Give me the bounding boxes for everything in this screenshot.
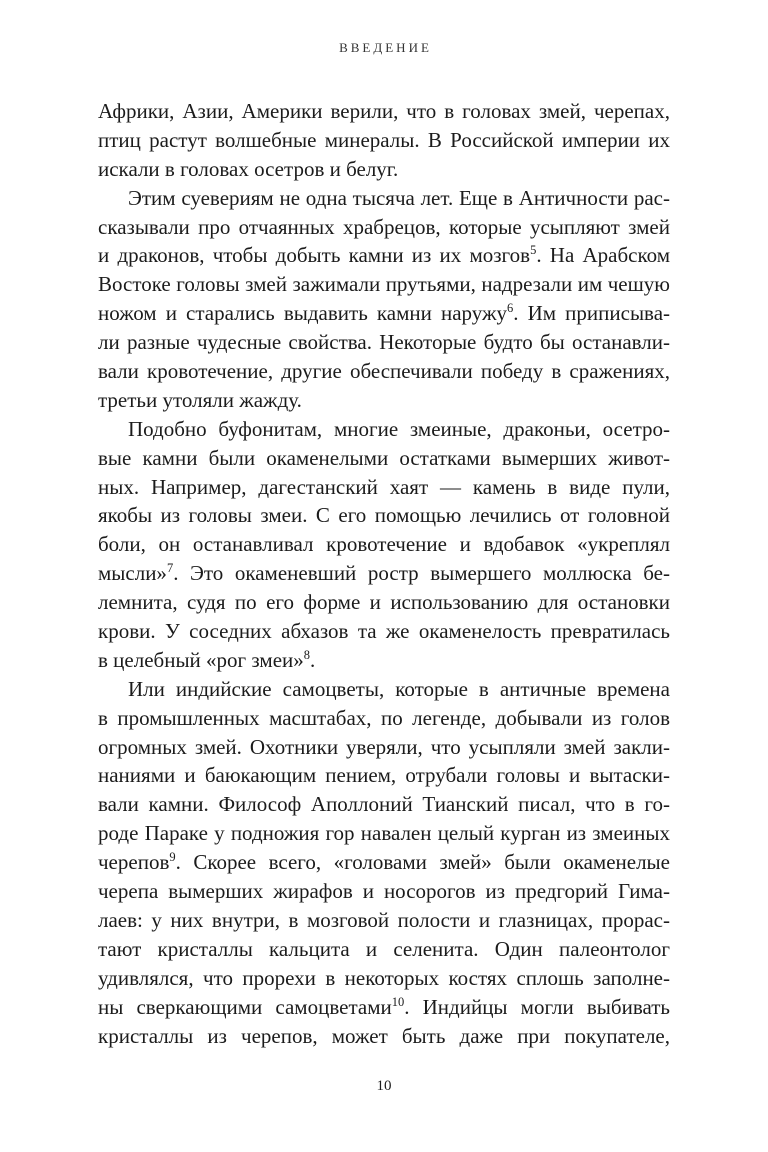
page-number: 10	[376, 1078, 392, 1094]
body-text	[98, 97, 670, 1050]
text-line: крови. У соседних абхазов та же окаменелость превратилась	[98, 619, 670, 644]
text-line: наниями и баюкающим пением, отрубали головы и вытаски-	[98, 763, 670, 788]
text-line: и драконов, чтобы добыть камни из их мозгов$^5$. На Арабском	[98, 243, 670, 268]
text-line: Этим суевериям не одна тысяча лет. Еще в Античности рас-	[128, 185, 670, 210]
text-line: роде Параке у подножия гор навален целый курган из змеиных	[98, 821, 670, 846]
text-line: боли, он останавливал кровотечение и вдобавок «укреплял	[98, 532, 670, 557]
text-line: Востоке головы змей зажимали прутьями, надрезали им чешую	[98, 272, 670, 297]
text-line: кристаллы из черепов, может быть даже при покупателе,	[98, 1023, 670, 1048]
text-line: вали кровотечение, другие обеспечивали победу в сражениях,	[98, 359, 670, 384]
text-line: ных. Например, дагестанский хаят — камень в виде пули,	[98, 474, 670, 499]
text-line: Африки, Азии, Америки верили, что в головах змей, черепах,	[98, 99, 670, 123]
text-line: черепа вымерших жирафов и носорогов из предгорий Гима-	[98, 879, 670, 904]
text-line: птиц растут волшебные минералы. В Российской империи их	[98, 127, 670, 152]
running-head-chapter-title: ВВЕДЕНИЕ	[339, 40, 432, 55]
text-line: в целебный «рог змеи»$^8$.	[98, 647, 316, 672]
text-line: якобы из головы змеи. С его помощью лечились от головной	[98, 503, 670, 528]
text-line: удивлялся, что прорехи в некоторых костях сплошь заполне-	[98, 965, 670, 990]
text-line: мысли»$^7$. Это окаменевший ростр вымершего моллюска бе-	[98, 561, 670, 586]
text-line: Подобно буфонитам, многие змеиные, драконьи, осетро-	[128, 416, 670, 441]
text-line: вые камни были окаменелыми остатками вымерших живот-	[98, 445, 670, 470]
text-line: ножом и старались выдавить камни наружу$^6$. Им приписыва-	[98, 301, 670, 326]
footnote-reference: 8	[303, 647, 311, 662]
text-line: искали в головах осетров и белуг.	[98, 156, 399, 181]
text-line: в промышленных масштабах, по легенде, добывали из голов	[98, 705, 670, 730]
text-line: вали камни. Философ Аполлоний Тианский писал, что в го-	[98, 792, 670, 817]
text-line: черепов$^9$. Скорее всего, «головами змей» были окаменелые	[98, 850, 670, 875]
text-line: третьи утоляли жажду.	[98, 387, 302, 412]
text-line: ны сверкающими самоцветами$^{10}$. Индийцы могли выбивать	[98, 994, 670, 1019]
text-line: тают кристаллы кальцита и селенита. Один палеонтолог	[98, 936, 670, 961]
footnote-reference: 7	[166, 561, 174, 576]
text-line: лемнита, судя по его форме и использованию для остановки	[98, 590, 670, 615]
footnote-reference: 10	[391, 994, 405, 1009]
text-line: ли разные чудесные свойства. Некоторые будто бы останавли-	[98, 330, 670, 355]
footnote-reference: 9	[169, 850, 176, 865]
text-line: лаев: у них внутри, в мозговой полости и глазницах, прорас-	[98, 907, 670, 932]
text-line: сказывали про отчаянных храбрецов, которые усыпляют змей	[98, 214, 670, 239]
footnote-reference: 6	[507, 301, 514, 316]
text-line: Или индийские самоцветы, которые в античные времена	[128, 676, 670, 701]
footnote-reference: 5	[530, 243, 537, 258]
text-line: огромных змей. Охотники уверяли, что усыпляли змей закли-	[98, 734, 670, 759]
